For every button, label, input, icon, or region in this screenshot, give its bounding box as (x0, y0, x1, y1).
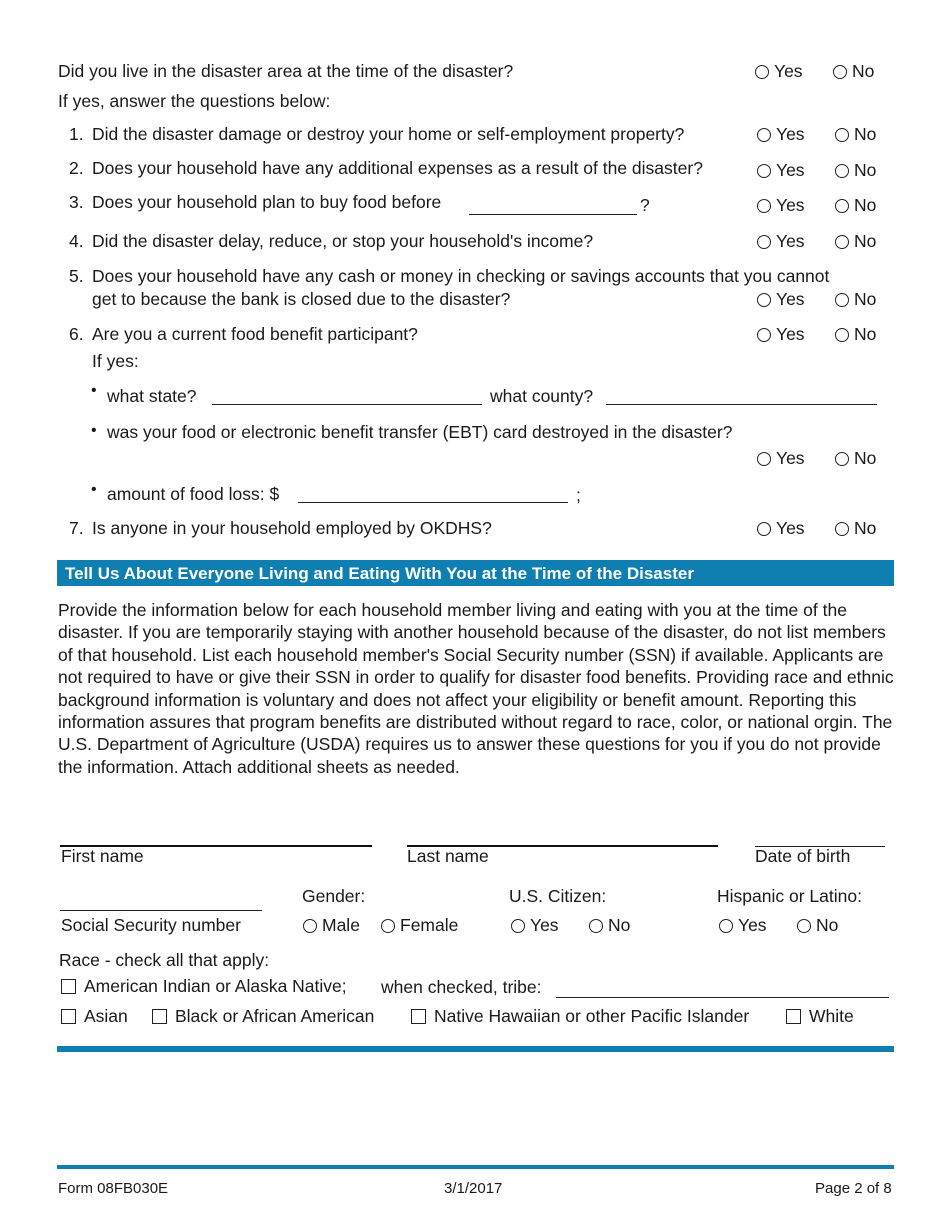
q6-number: 6. (69, 324, 84, 344)
radio-circle-icon (757, 235, 771, 249)
q5-number: 5. (69, 266, 84, 286)
tribe-field[interactable] (556, 997, 889, 998)
q3-number: 3. (69, 192, 84, 212)
radio-circle-icon (757, 128, 771, 142)
q2-text: Does your household have any additional expenses as a result of the disaster? (92, 158, 703, 178)
q3-text: Does your household plan to buy food before (92, 192, 442, 212)
radio-circle-icon (757, 328, 771, 342)
first-name-label: First name (61, 846, 144, 866)
radio-circle-icon (835, 235, 849, 249)
race-black-checkbox[interactable]: Black or African American (152, 1008, 374, 1026)
race-white-checkbox[interactable]: White (786, 1008, 854, 1026)
race-asian-checkbox[interactable]: Asian (61, 1008, 128, 1026)
q6-food-loss-label: amount of food loss: $ (107, 484, 280, 504)
section-end-divider (57, 1046, 894, 1052)
q6-ifyes: If yes: (92, 351, 139, 371)
footer-form-number: Form 08FB030E (58, 1180, 169, 1197)
hispanic-label: Hispanic or Latino: (717, 886, 862, 906)
radio-circle-icon (835, 328, 849, 342)
bullet-icon: • (91, 422, 97, 439)
q3-date-field[interactable] (469, 214, 637, 215)
q5-line2: get to because the bank is closed due to the disaster? (92, 289, 511, 309)
bullet-icon: • (91, 382, 97, 399)
q6-county-label: what county? (490, 386, 594, 406)
q6-state-field[interactable] (212, 404, 482, 405)
tribe-label: when checked, tribe: (381, 977, 542, 997)
dob-label: Date of birth (755, 846, 851, 866)
radio-circle-icon (757, 293, 771, 307)
q3-no-radio[interactable]: No (835, 197, 876, 215)
q6-state-label: what state? (107, 386, 197, 406)
q1-yes-radio[interactable]: Yes (757, 126, 805, 144)
q7-yes-radio[interactable]: Yes (757, 520, 805, 538)
footer-date: 3/1/2017 (444, 1180, 503, 1197)
intro-followup: If yes, answer the questions below: (58, 91, 331, 111)
q4-yes-radio[interactable]: Yes (757, 233, 805, 251)
q6-ebt-no-radio[interactable]: No (835, 450, 876, 468)
radio-circle-icon (835, 522, 849, 536)
radio-circle-icon (835, 128, 849, 142)
q6-food-loss-field[interactable] (298, 502, 568, 503)
footer-divider (57, 1165, 894, 1169)
intro-question: Did you live in the disaster area at the time of the disaster? (58, 61, 514, 81)
radio-circle-icon (833, 65, 847, 79)
citizen-no-radio[interactable]: No (589, 917, 630, 935)
radio-circle-icon (797, 919, 811, 933)
intro-yes-radio[interactable]: Yes (755, 63, 803, 81)
intro-no-radio[interactable]: No (833, 63, 874, 81)
gender-female-radio[interactable]: Female (381, 917, 458, 935)
q7-number: 7. (69, 518, 84, 538)
q1-number: 1. (69, 124, 84, 144)
section-title: Tell Us About Everyone Living and Eating With You at the Time of the Disaster (65, 564, 694, 583)
checkbox-icon (786, 1009, 801, 1024)
q6-ebt-yes-radio[interactable]: Yes (757, 450, 805, 468)
gender-label: Gender: (302, 886, 366, 906)
section-banner (57, 560, 894, 586)
q6-text: Are you a current food benefit participant? (92, 324, 418, 344)
q7-text: Is anyone in your household employed by OKDHS? (92, 518, 492, 538)
q3-suffix: ? (640, 195, 650, 215)
radio-circle-icon (757, 199, 771, 213)
q2-yes-radio[interactable]: Yes (757, 162, 805, 180)
radio-circle-icon (835, 199, 849, 213)
radio-circle-icon (757, 452, 771, 466)
radio-circle-icon (381, 919, 395, 933)
race-label: Race - check all that apply: (59, 950, 270, 970)
hispanic-yes-radio[interactable]: Yes (719, 917, 767, 935)
ssn-label: Social Security number (61, 915, 241, 935)
race-aian-checkbox[interactable]: American Indian or Alaska Native; (61, 978, 347, 996)
radio-circle-icon (835, 293, 849, 307)
checkbox-icon (411, 1009, 426, 1024)
citizen-yes-radio[interactable]: Yes (511, 917, 559, 935)
radio-circle-icon (757, 522, 771, 536)
hispanic-no-radio[interactable]: No (797, 917, 838, 935)
radio-circle-icon (835, 452, 849, 466)
q4-no-radio[interactable]: No (835, 233, 876, 251)
checkbox-icon (152, 1009, 167, 1024)
last-name-label: Last name (407, 846, 489, 866)
radio-circle-icon (835, 164, 849, 178)
q2-no-radio[interactable]: No (835, 162, 876, 180)
radio-circle-icon (755, 65, 769, 79)
q2-number: 2. (69, 158, 84, 178)
section-paragraph: Provide the information below for each household member living and eating with you at the time of the disaster. If you are temporarily staying with another household because of the disaster, do not list members of that household. List each household member's Social Security number (SSN) if available. Applicants are not required to have or give their SSN in order to qualify for disaster food benefits. Providing race and ethnic background information is voluntary and does not affect your eligibility or benefit amount. Reporting this information assures that program benefits are distributed without regard to race, color, or national orgin. The U.S. Department of Agriculture (USDA) requires us to answer these questions for you if you do not provide the information. Attach additional sheets as needed. (58, 600, 894, 777)
q6-county-field[interactable] (606, 404, 877, 405)
q7-no-radio[interactable]: No (835, 520, 876, 538)
footer-page-number: Page 2 of 8 (815, 1180, 892, 1197)
q5-line1: Does your household have any cash or money in checking or savings accounts that you cannot (92, 266, 830, 286)
q4-number: 4. (69, 231, 84, 251)
q6-ebt-question: was your food or electronic benefit transfer (EBT) card destroyed in the disaster? (107, 422, 733, 442)
race-nhpi-checkbox[interactable]: Native Hawaiian or other Pacific Islander (411, 1008, 749, 1026)
q1-no-radio[interactable]: No (835, 126, 876, 144)
q6-yes-radio[interactable]: Yes (757, 326, 805, 344)
gender-male-radio[interactable]: Male (303, 917, 360, 935)
q5-no-radio[interactable]: No (835, 291, 876, 309)
q6-no-radio[interactable]: No (835, 326, 876, 344)
checkbox-icon (61, 1009, 76, 1024)
q1-text: Did the disaster damage or destroy your home or self-employment property? (92, 124, 685, 144)
radio-circle-icon (757, 164, 771, 178)
q4-text: Did the disaster delay, reduce, or stop your household's income? (92, 231, 594, 251)
citizen-label: U.S. Citizen: (509, 886, 607, 906)
bullet-icon: • (91, 481, 97, 498)
radio-circle-icon (511, 919, 525, 933)
radio-circle-icon (303, 919, 317, 933)
radio-circle-icon (589, 919, 603, 933)
q5-yes-radio[interactable]: Yes (757, 291, 805, 309)
q6-food-loss-suffix: ; (576, 485, 581, 505)
checkbox-icon (61, 979, 76, 994)
radio-circle-icon (719, 919, 733, 933)
ssn-field[interactable] (60, 910, 262, 911)
q3-yes-radio[interactable]: Yes (757, 197, 805, 215)
